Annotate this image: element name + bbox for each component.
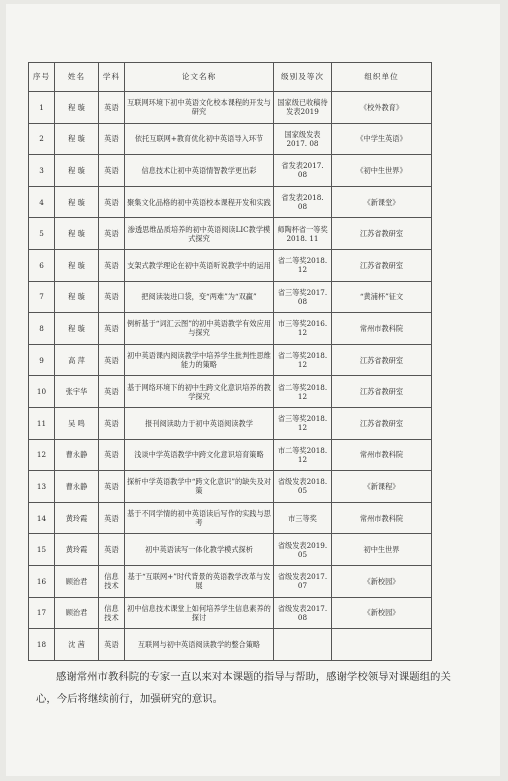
row-org — [332, 629, 432, 661]
table-row — [29, 376, 432, 408]
row-name: 黄玲霞 — [55, 534, 99, 566]
row-subject: 英语 — [99, 439, 125, 471]
row-name: 张宇华 — [55, 376, 99, 408]
row-name: 程 璇 — [55, 313, 99, 345]
row-org: 《新课程》 — [332, 471, 432, 503]
row-level: 国家级发表2017. 08 — [274, 123, 332, 155]
table-row — [29, 92, 432, 124]
row-no: 6 — [29, 249, 55, 281]
row-level: 省二等奖2018. 12 — [274, 376, 332, 408]
row-name: 程 璇 — [55, 218, 99, 250]
table-row — [29, 534, 432, 566]
row-level: 省三等奖2017. 08 — [274, 281, 332, 313]
table-row — [29, 281, 432, 313]
row-no: 7 — [29, 281, 55, 313]
row-title: 初中英语读写一体化教学模式探析 — [125, 534, 274, 566]
table-row — [29, 313, 432, 345]
header-level: 级别及等次 — [274, 63, 332, 92]
row-org: 《新校园》 — [332, 565, 432, 597]
row-subject: 英语 — [99, 534, 125, 566]
row-org: 江苏省教研室 — [332, 344, 432, 376]
row-subject: 英语 — [99, 502, 125, 534]
row-level: 省发表2018. 08 — [274, 186, 332, 218]
row-level: 省二等奖2018. 12 — [274, 344, 332, 376]
header-title: 论文名称 — [125, 63, 274, 92]
row-title: 基于不同学情的初中英语读后写作的实践与思考 — [125, 502, 274, 534]
table-row — [29, 123, 432, 155]
row-level: 省二等奖2018. 12 — [274, 249, 332, 281]
table-row — [29, 629, 432, 661]
row-level: 省级发表2017. 08 — [274, 597, 332, 629]
row-title: 支架式教学理论在初中英语听说教学中的运用 — [125, 249, 274, 281]
row-name: 程 璇 — [55, 92, 99, 124]
row-title: 把阅读装进口袋，变“两难”为“双赢” — [125, 281, 274, 313]
row-title: 信息技术让初中英语情智教学更出彩 — [125, 155, 274, 187]
row-subject: 信息技术 — [99, 597, 125, 629]
row-no: 5 — [29, 218, 55, 250]
row-title: 报刊阅读助力于初中英语阅读教学 — [125, 407, 274, 439]
row-level: 市三等奖 — [274, 502, 332, 534]
row-org: 《中学生英语》 — [332, 123, 432, 155]
row-org: “黄浦杯”征文 — [332, 281, 432, 313]
row-title: 互联网与初中英语阅读教学的整合策略 — [125, 629, 274, 661]
row-title: 基于“互联网+”时代背景的英语教学改革与发展 — [125, 565, 274, 597]
row-name: 顾治君 — [55, 597, 99, 629]
header-no: 序号 — [29, 63, 55, 92]
row-level: 省级发表2019. 05 — [274, 534, 332, 566]
row-no: 1 — [29, 92, 55, 124]
row-subject: 英语 — [99, 155, 125, 187]
row-org: 江苏省教研室 — [332, 407, 432, 439]
row-level: 省级发表2017. 07 — [274, 565, 332, 597]
row-subject: 英语 — [99, 629, 125, 661]
row-name: 黄玲霞 — [55, 502, 99, 534]
header-org: 组织单位 — [332, 63, 432, 92]
row-no: 4 — [29, 186, 55, 218]
table-row — [29, 565, 432, 597]
row-title: 例析基于“词汇云图”的初中英语教学有效应用与探究 — [125, 313, 274, 345]
row-subject: 英语 — [99, 376, 125, 408]
table-row — [29, 186, 432, 218]
row-subject: 英语 — [99, 407, 125, 439]
row-title: 基于网络环境下的初中生跨文化意识培养的教学探究 — [125, 376, 274, 408]
row-title: 初中信息技术课堂上如何培养学生信息素养的探讨 — [125, 597, 274, 629]
row-no: 11 — [29, 407, 55, 439]
row-no: 8 — [29, 313, 55, 345]
row-subject: 英语 — [99, 281, 125, 313]
paper-list-table-wrap — [28, 62, 431, 661]
row-name: 程 璇 — [55, 186, 99, 218]
table-header-row — [29, 63, 432, 92]
row-title: 探析中学英语教学中“跨文化意识”的缺失及对策 — [125, 471, 274, 503]
row-name: 沈 茜 — [55, 629, 99, 661]
row-title: 渗透思维品质培养的初中英语阅读LIC教学模式探究 — [125, 218, 274, 250]
table-row — [29, 407, 432, 439]
paper-list-table — [28, 62, 432, 661]
row-org: 《校外教育》 — [332, 92, 432, 124]
table-row — [29, 155, 432, 187]
row-title: 聚集文化品格的初中英语校本课程开发和实践 — [125, 186, 274, 218]
row-level: 国家级已收稿待发表2019 — [274, 92, 332, 124]
row-subject: 英语 — [99, 313, 125, 345]
row-level: 省三等奖2018. 12 — [274, 407, 332, 439]
row-org: 江苏省教研室 — [332, 218, 432, 250]
row-level: 省发表2017. 08 — [274, 155, 332, 187]
acknowledgement-paragraph: 感谢常州市教科院的专家一直以来对本课题的指导与帮助，感谢学校领导对课题组的关心，今后将继续前行，加强研究的意识。 — [36, 671, 451, 706]
row-no: 15 — [29, 534, 55, 566]
row-no: 9 — [29, 344, 55, 376]
row-no: 18 — [29, 629, 55, 661]
row-title: 依托互联网+教育优化初中英语导入环节 — [125, 123, 274, 155]
row-title: 浅谈中学英语教学中跨文化意识培育策略 — [125, 439, 274, 471]
row-level: 省级发表2018. 05 — [274, 471, 332, 503]
row-no: 17 — [29, 597, 55, 629]
row-level: 市二等奖2018. 12 — [274, 439, 332, 471]
row-no: 13 — [29, 471, 55, 503]
table-row — [29, 344, 432, 376]
header-name: 姓名 — [55, 63, 99, 92]
row-subject: 英语 — [99, 471, 125, 503]
table-row — [29, 249, 432, 281]
row-org: 《初中生世界》 — [332, 155, 432, 187]
row-level — [274, 629, 332, 661]
row-org: 《新校园》 — [332, 597, 432, 629]
row-no: 10 — [29, 376, 55, 408]
row-subject: 英语 — [99, 92, 125, 124]
row-subject: 英语 — [99, 249, 125, 281]
row-name: 程 璇 — [55, 123, 99, 155]
row-name: 高 萍 — [55, 344, 99, 376]
row-subject: 英语 — [99, 344, 125, 376]
row-subject: 英语 — [99, 123, 125, 155]
row-no: 14 — [29, 502, 55, 534]
row-name: 顾治君 — [55, 565, 99, 597]
row-subject: 英语 — [99, 218, 125, 250]
row-level: 师陶杯省一等奖2018. 11 — [274, 218, 332, 250]
table-body — [29, 92, 432, 661]
table-row — [29, 218, 432, 250]
row-subject: 信息技术 — [99, 565, 125, 597]
row-level: 市三等奖2016. 12 — [274, 313, 332, 345]
header-subject: 学科 — [99, 63, 125, 92]
row-org: 《新课堂》 — [332, 186, 432, 218]
row-name: 曹永静 — [55, 471, 99, 503]
row-name: 程 璇 — [55, 249, 99, 281]
row-no: 16 — [29, 565, 55, 597]
row-name: 吴 鸣 — [55, 407, 99, 439]
table-row — [29, 597, 432, 629]
table-row — [29, 502, 432, 534]
table-row — [29, 439, 432, 471]
row-org: 常州市教科院 — [332, 502, 432, 534]
document-page — [6, 4, 500, 776]
row-org: 常州市教科院 — [332, 313, 432, 345]
row-title: 初中英语课内阅读教学中培养学生批判性思维能力的策略 — [125, 344, 274, 376]
row-no: 3 — [29, 155, 55, 187]
row-title: 互联网环境下初中英语文化校本课程的开发与研究 — [125, 92, 274, 124]
row-subject: 英语 — [99, 186, 125, 218]
table-row — [29, 471, 432, 503]
row-name: 曹永静 — [55, 439, 99, 471]
row-org: 初中生世界 — [332, 534, 432, 566]
row-name: 程 璇 — [55, 155, 99, 187]
row-no: 12 — [29, 439, 55, 471]
row-org: 江苏省教研室 — [332, 249, 432, 281]
row-org: 常州市教科院 — [332, 439, 432, 471]
row-no: 2 — [29, 123, 55, 155]
row-name: 程 璇 — [55, 281, 99, 313]
row-org: 江苏省教研室 — [332, 376, 432, 408]
